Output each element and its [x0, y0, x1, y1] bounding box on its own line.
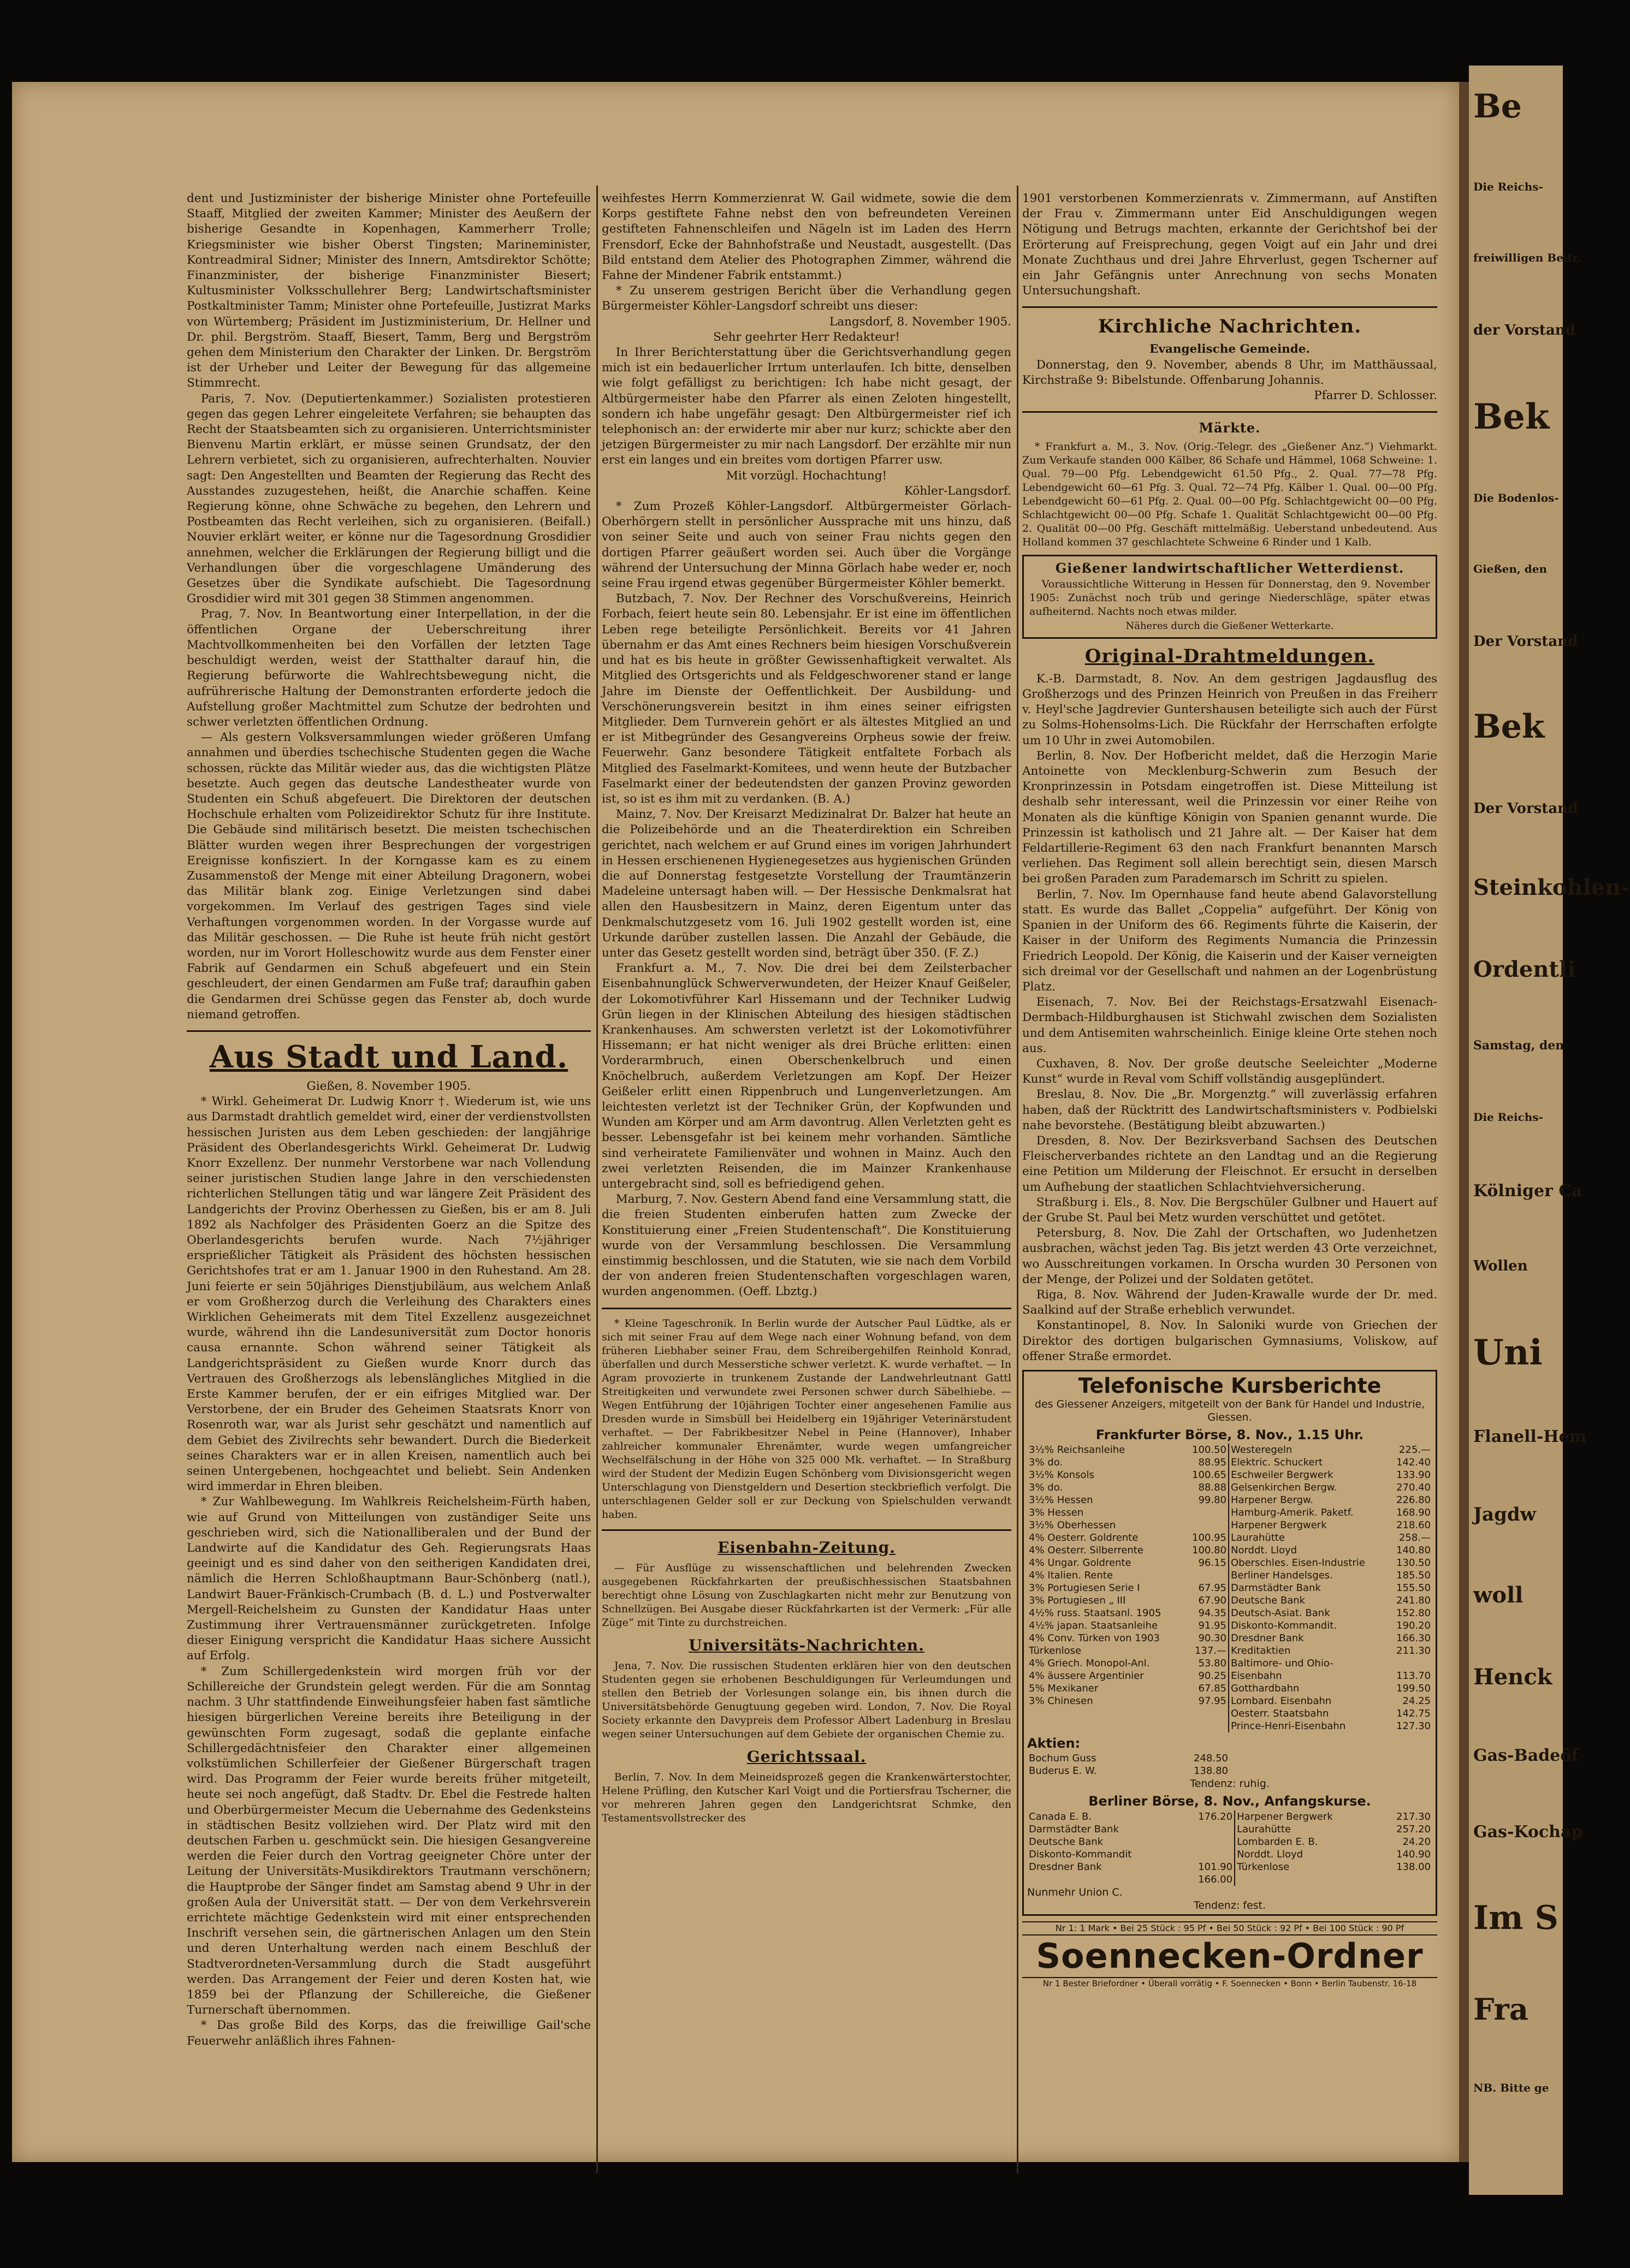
kurs-name: Laurahütte — [1229, 1531, 1389, 1544]
kurs-name: 3% do. — [1029, 1482, 1063, 1494]
kurs-value: 142.40 — [1396, 1457, 1431, 1469]
kurs-name: Canada E. B. — [1029, 1810, 1092, 1822]
kurs-name: 4½% japan. Staatsanleihe — [1029, 1620, 1158, 1632]
kurs-name: 3½% Oberhessen — [1029, 1519, 1116, 1531]
kurs-name: Deutsch-Asiat. Bank — [1229, 1607, 1389, 1619]
soennecken-advertisement — [1022, 1921, 1437, 1989]
article-paragraph: — Für Ausflüge zu wissenschaftlichen und belehrenden Zwecken ausgegebenen Rückfahrkarten der preußischhessischen Staatsbahnen berechtigt ohne Lösung von Zuschlagkarten nicht mehr zur Benutzung von Schnellzügen. Bei Ausgabe dieser Rückfahrkarten ist der Vermerk: „Für alle Züge“ mit Tinte zu durchstreichen. — [602, 1562, 1011, 1629]
kursberichte-box — [1022, 1370, 1437, 1916]
kurs-value: 133.90 — [1396, 1469, 1431, 1481]
article-paragraph: Marburg, 7. Nov. Gestern Abend fand eine Versammlung statt, die die freien Studenten einberufen hatten zum Zwecke der Konstituierung einer „Freien Studentenschaft“. Die Konstituierung wurde von der Versammlung beschlossen. Die Versammlung einstimmig beschlossen, und die Statuten, wie sie nach dem Vorbild der von anderen freien Studentenschaften vorgeschlagen waren, wurden angenommen. (Oeff. Lbztg.) — [602, 1192, 1011, 1299]
kurs-value: 113.70 — [1396, 1670, 1431, 1682]
kurs-value: 166.30 — [1396, 1632, 1431, 1644]
edge-fragment: Im S — [1473, 1899, 1558, 1937]
kurs-row — [1027, 1810, 1432, 1823]
kurs-name: 3½% Konsols — [1029, 1469, 1094, 1481]
signature: Näheres durch die Gießener Wetterkarte. — [1125, 620, 1334, 632]
kurs-row — [1027, 1644, 1432, 1657]
article-paragraph: Cuxhaven, 8. Nov. Der große deutsche Seeleichter „Moderne Kunst“ wurde in Reval vom Schiff vollständig ausgeplündert. — [1022, 1056, 1437, 1086]
article-paragraph: Mainz, 7. Nov. Der Kreisarzt Medizinalrat Dr. Balzer hat heute an die Polizeibehörde und an die Theaterdirektion ein Schreiben gerichtet, nach welchem er auf Grund eines im vorigen Jahrhundert in Hessen erschienenen Hygienegesetzes aus hygienischen Gründen die auf Donnerstag festgesetzte Vorstellung der Traumtänzerin Madeleine untersagt haben will. — Der Hessische Denkmalsrat hat allen den Hausbesitzern in Mainz, deren Eigentum unter das Denkmalschutzgesetz vom 16. Juli 1902 gestellt worden ist, eine Urkunde darüber zustellen lassen. Die Anzahl der Gebäude, die unter das Gesetz gestellt worden sind, beträgt über 350. (F. Z.) — [602, 808, 1011, 960]
kurs-row — [1027, 1707, 1432, 1720]
kurs-row — [1027, 1519, 1432, 1531]
edge-fragment: Bek — [1473, 708, 1545, 746]
kurs-row — [1027, 1657, 1432, 1670]
kurs-name — [1027, 1707, 1184, 1720]
original-drahtmeldungen-heading: Original-Drahtmeldungen. — [1084, 645, 1375, 667]
kurs-name: Deutsche Bank — [1229, 1594, 1389, 1607]
kurs-name: Gelsenkirchen Bergw. — [1229, 1481, 1389, 1494]
article-paragraph: Frankfurt a. M., 7. Nov. Die drei bei dem Zeilsterbacher Eisenbahnunglück Schwerverwundeten, der Heizer Knauf Geißeler, der Lokomotivführer Karl Hissemann und der Techniker Ludwig Grün liegen in der Klinischen Abteilung des hiesigen städtischen Krankenhauses. Am schwersten verletzt ist der Lokomotivführer Hissemann; er hat nicht weniger als drei Brüche erlitten: einen Vorderarmbruch, einen Oberschenkelbruch und einen Knöchelbruch, außerdem Verletzungen am Kopf. Der Heizer Geißeler erlitt einen Rippenbruch und Lungenverletzungen. Am leichtesten verletzt ist der Techniker Grün, der Kopfwunden und Wunden am Körper und am Arm davontrug. Allen Verletzten geht es besser. Lebensgefahr ist bei keinem mehr vorhanden. Sämtliche sind verheiratete Familienväter und wohnen in Mainz. Auch den zwei verletzten Reisenden, die im Mainzer Krankenhause untergebracht sind, soll es befriedigend gehen. — [602, 961, 1011, 1191]
kurs-name — [1027, 1720, 1184, 1732]
edge-fragment: Die Reichs- — [1473, 1111, 1543, 1124]
kurs-row — [1027, 1594, 1432, 1607]
kursberichte-subtitle: des Giessener Anzeigers, mitgeteilt von der Bank für Handel und Industrie, Giessen. — [1034, 1398, 1425, 1423]
kurs-name: 4% Oesterr. Goldrente — [1029, 1532, 1139, 1544]
kurs-name: Prince-Henri-Eisenbahn — [1229, 1720, 1389, 1732]
kurs-value: 88.88 — [1198, 1482, 1226, 1494]
kurs-value: 226.80 — [1396, 1494, 1431, 1506]
kurs-name: Harpener Bergwerk — [1235, 1810, 1378, 1823]
article-paragraph: Voraussichtliche Witterung in Hessen für Donnerstag, den 9. November 1905: Zunächst noch trüb und geringe Niederschläge, später etwas aufheiternd. Nachts noch etwas milder. — [1029, 578, 1430, 618]
kurs-value: 94.35 — [1198, 1607, 1226, 1619]
kurs-value — [1179, 1848, 1235, 1861]
article-paragraph: * Zum Schillergedenkstein wird morgen früh vor der Schillereiche der Grundstein gelegt werden. Für die am Sonntag nachm. 3 Uhr stattfindende Einweihungsfeier haben fast sämtliche hiesigen bürgerlichen Vereine bereits ihre Beteiligung in der gewünschten Form zugesagt, sodaß die geplante einfache Schillergedächtnisfeier den Charakter einer allgemeinen volkstümlichen Schillerfeier der Gießener Bürgerschaft tragen wird. Das Programm der Feier wurde bereits früher mitgeteilt, heute sei noch angefügt, daß Stadtv. Dr. Ebel die Festrede halten und Oberbürgermeister Mecum die Uebernahme des Gedenksteins in städtischen Besitz vollziehen wird. Der Platz wird mit den deutschen Farben u. geschmückt sein. Die hiesigen Gesangvereine werden die Feier durch den Vortrag geeigneter Chöre unter der Leitung der Universitäts-Musikdirektors Trautmann verschönern; die Hauptprobe der Sänger findet am Samstag abend 9 Uhr in der großen Aula der Universität statt. — Der von dem Verkehrsverein errichtete mächtige Gedenkstein wird mit einer entsprechenden Inschrift versehen sein, die gärtnerischen Anlagen um den Stein und deren Unterhaltung werden nach einem Beschluß der Stadtverordneten-Versammlung durch die Stadt ausgeführt werden. Das Arrangement der Feier und deren Kosten hat, wie 1859 bei der Pflanzung der Schillereiche, die Gießener Turnerschaft übernommen. — [187, 1664, 591, 2017]
edge-fragment: Jagdw — [1473, 1504, 1536, 1525]
kurs-name: Türkenlose — [1235, 1861, 1378, 1873]
kurs-name: Türkenlose — [1029, 1645, 1082, 1657]
kurs-value: 248.50 — [1194, 1753, 1228, 1765]
edge-fragment: freiwilligen Beitr. — [1473, 251, 1581, 264]
article-paragraph: Dresden, 8. Nov. Der Bezirksverband Sachsen des Deutschen Fleischerverbandes richtete an den Landtag und an die Regierung eine Petition um Milderung der Fleischnot. Er ersucht in derselben um Aufhebung der staatlichen Schlachtviehversicherung. — [1022, 1133, 1437, 1194]
kurs-name — [1235, 1873, 1378, 1886]
article-paragraph: Konstantinopel, 8. Nov. In Saloniki wurde von Griechen der Direktor des dortigen bulgarischen Gymnasiums, Voliskow, auf offener Straße ermordet. — [1022, 1319, 1437, 1363]
edge-fragment: der Vorstand — [1473, 322, 1575, 339]
kurs-name: 4% Conv. Türken von 1903 — [1029, 1632, 1160, 1644]
kurs-row — [1027, 1720, 1432, 1732]
edge-fragment: Flanell-Hem — [1473, 1427, 1587, 1446]
article-paragraph: Prag, 7. Nov. In Beantwortung einer Interpellation, in der die öffentlichen Organe der Ueberschreitung ihrer Machtvollkommenheiten bei den Vorfällen der letzten Tage beschuldigt werden, weist der Statthalter darauf hin, die Regierung befürworte die Wahlrechtsbewegung nicht, die aufrührerische Haltung der Demonstranten erforderte jedoch die Aufstellung großer Machtmittel zum Schutze der bedrohten und schwer verletzten öffentlichen Ordnung. — [187, 607, 591, 729]
kurs-value — [1184, 1569, 1229, 1582]
column-2 — [602, 191, 1011, 2168]
kurs-value: 142.75 — [1396, 1708, 1431, 1720]
kurs-name: Lombard. Eisenbahn — [1229, 1695, 1389, 1707]
article-paragraph: Donnerstag, den 9. November, abends 8 Uhr, im Matthäussaal, Kirchstraße 9: Bibelstunde. Offenbarung Johannis. — [1022, 358, 1437, 387]
kurs-name: 4½% russ. Staatsanl. 1905 — [1029, 1607, 1161, 1619]
ad-price-strip: Nr 1: 1 Mark • Bei 25 Stück : 95 Pf • Bei 50 Stück : 92 Pf • Bei 100 Stück : 90 Pf — [1022, 1921, 1437, 1935]
article-paragraph: * Zum Prozeß Köhler-Langsdorf. Altbürgermeister Görlach-Oberhörgern stellt in persönlicher Aussprache mit uns hinzu, daß von seiner Seite und auch von seiner Frau nichts gegen den dortigen Pfarrer geäußert worden sei. Auch über die Vorgänge während der Untersuchung der Minna Görlach habe weder er, noch seine Frau irgend etwas gegenüber Bürgermeister Köhler bemerkt. — [602, 500, 1011, 591]
article-paragraph: Straßburg i. Els., 8. Nov. Die Bergschüler Gulbner und Hauert auf der Grube St. Paul bei Metz wurden verschüttet und getötet. — [1022, 1195, 1437, 1225]
edge-fragment: Ordentli — [1473, 957, 1576, 982]
adjacent-page-edge — [1469, 66, 1630, 2195]
divider — [1022, 411, 1437, 413]
kurs-value: 67.85 — [1198, 1683, 1226, 1695]
article-paragraph: * Das große Bild des Korps, das die freiwillige Gail'sche Feuerwehr anläßlich ihres Fahnen- — [187, 2018, 591, 2048]
edge-fragment: Gas-Kochap — [1473, 1822, 1583, 1842]
tendenz: Tendenz: fest. — [1193, 1899, 1266, 1911]
kurs-name: 3% Portugiesen „ III — [1029, 1595, 1126, 1607]
aktien-heading: Aktien: — [1027, 1736, 1081, 1752]
kurs-value: 90.25 — [1198, 1670, 1226, 1682]
kurs-value: 96.15 — [1198, 1557, 1226, 1569]
kurs-value: 130.50 — [1396, 1557, 1431, 1569]
kurs-name: Darmstädter Bank — [1029, 1823, 1119, 1835]
kurs-value: 168.90 — [1396, 1507, 1431, 1519]
article-paragraph: Berlin, 8. Nov. Der Hofbericht meldet, daß die Herzogin Marie Antoinette von Mecklenburg-Schwerin zum Besuch der Kronprinzessin in Potsdam eingetroffen ist. Diese Mitteilung ist deshalb sehr interessant, weil die Prinzessin vor einer Reihe von Monaten als die künftige Königin von Spanien genannt wurde. Die Prinzessin ist katholisch und 21 Jahre alt. — Der Kaiser hat dem Feldartillerie-Regiment 63 den nach Frankfurt benannten Marsch verliehen. Das Regiment soll allein berechtigt sein, diesen Marsch bei großen Paraden zum Parademarsch im Schritt zu spielen. — [1022, 749, 1437, 886]
kurs-value — [1184, 1506, 1229, 1519]
berlin-kurs-table — [1027, 1810, 1432, 1886]
kurs-value: 53.80 — [1198, 1658, 1226, 1670]
kurs-name: 5% Mexikaner — [1029, 1683, 1099, 1695]
berliner-boerse-heading: Berliner Börse, 8. Nov., Anfangskurse. — [1088, 1794, 1371, 1809]
eisenbahn-heading: Eisenbahn-Zeitung. — [718, 1538, 896, 1557]
kurs-value: 225.— — [1398, 1444, 1431, 1456]
edge-fragment: Die Bodenlos- — [1473, 491, 1559, 504]
kurs-value: 258.— — [1398, 1532, 1431, 1544]
article-paragraph: * Frankfurt a. M., 3. Nov. (Orig.-Telegr. des „Gießener Anz.“) Viehmarkt. Zum Verkaufe standen 000 Kälber, 86 Schafe und Hämmel, 1068 Schweine: 1. Qual. 79—00 Pfg. Lebendgewicht 61.50 Pfg., 2. Qual. 77—78 Pfg. Lebendgewicht 60—61 Pfg. 3. Qual. 72—74 Pfg. Kälber 1. Qual. 00—00 Pfg. Lebendgewicht 60—61 Pfg. 2. Qual. 00—00 Pfg. Schlachtgewicht 00—00 Pfg. Schlachtgewicht 00—00 Pfg. Schafe 1. Qualität Schlachtgewicht 00—00 Pfg. 2. Qualität 00—00 Pfg. Geschäft mittelmäßig. Ueberstand unbedeutend. Aus Holland kommen 37 geschlachtete Schweine 6 Rinder und 1 Kalb. — [1022, 441, 1437, 549]
kurs-name: Gotthardbahn — [1229, 1682, 1389, 1695]
edge-fragment: Wollen — [1473, 1258, 1528, 1274]
maerkte-heading: Märkte. — [1199, 420, 1261, 436]
kurs-row — [1027, 1752, 1230, 1765]
ad-brand: Soennecken-Ordner — [1036, 1935, 1424, 1976]
ad-footer: Nr 1 Bester Briefordner • Überall vorrätig • F. Soennecken • Bonn • Berlin Taubenstr. 16-18 — [1022, 1977, 1437, 1989]
column-divider — [1017, 186, 1018, 2173]
section-heading-aus-stadt-und-land: Aus Stadt und Land. — [209, 1038, 568, 1075]
kurs-value: 190.20 — [1396, 1620, 1431, 1632]
kurs-name: Dresdner Bank — [1029, 1861, 1102, 1873]
edge-fragment: Be — [1473, 87, 1522, 126]
kurs-value: 24.20 — [1402, 1836, 1431, 1848]
edge-fragment: Fra — [1473, 1992, 1528, 2027]
kurs-value: 140.80 — [1396, 1545, 1431, 1557]
kurs-row — [1027, 1607, 1432, 1619]
kurs-value: 185.50 — [1396, 1570, 1431, 1582]
kursberichte-title: Telefonische Kursberichte — [1078, 1373, 1382, 1398]
kurs-name — [1027, 1873, 1179, 1886]
edge-fragment: Gießen, den — [1473, 562, 1548, 575]
letter-closing: Mit vorzügl. Hochachtung! — [726, 468, 887, 483]
edge-fragment: NB. Bitte ge — [1473, 2081, 1549, 2094]
berlin-extra: Nunmehr Union C. — [1027, 1886, 1123, 1898]
article-paragraph: weihfestes Herrn Kommerzienrat W. Gail widmete, sowie die dem Korps gestiftete Fahne nebst den von befreundeten Vereinen gestifteten Fahnenschleifen und Nägeln ist im Laden des Herrn Frensdorf, Ecke der Bahnhofstraße und Neustadt, ausgestellt. (Das Bild entstand dem Atelier des Photographen Zimmer, während die Fahne der Mindener Fabrik entstammt.) — [602, 192, 1011, 283]
kurs-name: Oesterr. Staatsbahn — [1229, 1707, 1389, 1720]
kurs-row — [1027, 1619, 1432, 1632]
kurs-name: Harpener Bergw. — [1229, 1494, 1389, 1506]
kurs-name: 4% Griech. Monopol-Anl. — [1029, 1658, 1150, 1670]
edge-fragment: woll — [1473, 1582, 1524, 1608]
kurs-value: 218.60 — [1396, 1519, 1431, 1531]
column-3 — [1022, 191, 1437, 2168]
kurs-row — [1027, 1444, 1432, 1456]
kurs-value: 140.90 — [1396, 1848, 1431, 1860]
letter-signature: Köhler-Langsdorf. — [904, 484, 1011, 498]
kurs-row — [1027, 1695, 1432, 1707]
kurs-row — [1027, 1506, 1432, 1519]
kurs-name: 3% do. — [1029, 1457, 1063, 1469]
article-paragraph: Jena, 7. Nov. Die russischen Studenten erklären hier von den deutschen Studenten gegen sie erhobenen Beschuldigungen für Verleumdungen und stellen den Betrieb der Vorlesungen solange ein, bis ihnen durch die Universitätsbehörde Genugtuung gegeben wird. London, 7. Nov. Die Royal Society erkannte den Davypreis dem Professor Albert Ladenburg in Breslau wegen seiner Untersuchungen auf dem Gebiete der organischen Chemie zu. — [602, 1659, 1011, 1740]
frankfurter-boerse-heading: Frankfurter Börse, 8. Nov., 1.15 Uhr. — [1095, 1427, 1364, 1442]
edge-fragment: Die Reichs- — [1473, 180, 1543, 193]
kurs-row — [1027, 1469, 1432, 1481]
aktien-table — [1027, 1752, 1230, 1777]
kurs-name: Elektric. Schuckert — [1229, 1456, 1389, 1469]
kurs-value: 257.20 — [1396, 1823, 1431, 1835]
edge-fragment: Uni — [1473, 1332, 1543, 1373]
edge-fragment: Steinkohlen- — [1473, 875, 1630, 900]
kurs-value — [1378, 1873, 1432, 1886]
kurs-name: 4% Italien. Rente — [1029, 1570, 1113, 1582]
kurs-value — [1184, 1707, 1229, 1720]
kurs-value: 99.80 — [1198, 1494, 1226, 1506]
article-paragraph: * Kleine Tageschronik. In Berlin wurde der Autscher Paul Lüdtke, als er sich mit seiner Frau auf dem Wege nach einer Wohnung befand, von dem früheren Liebhaber seiner Frau, dem Schreibergehilfen Reinhold Konrad, überfallen und durch Messerstiche schwer verletzt. K. wurde verhaftet. — In Agram provozierte in trunkenem Zustande der Landwehrleutnant Gattl Streitigkeiten und verwundete zwei Personen schwer durch Säbelhiebe. — Wegen Entführung der 10jährigen Tochter einer angesehenen Familie aus Dresden wurde in Simsbüll bei Heidelberg ein 19jähriger Veterinärstudent verhaftet. — Der Fabrikbesitzer Nebel in Peine (Hannover), Inhaber zahlreicher kommunaler Ehrenämter, wurde wegen umfangreicher Wechselfälschung in der Höhe von 325 000 Mk. verhaftet. — In Straßburg wird der Student der Medizin Eugen Schönberg vom Divisionsgericht wegen Unterschlagung von Dienstgeldern und Desertion steckbrieflich verfolgt. Die unterschlagenen Gelder soll er zur Deckung von Spielschulden verwandt haben. — [602, 1317, 1011, 1521]
article-paragraph: Paris, 7. Nov. (Deputiertenkammer.) Sozialisten protestieren gegen das gegen Lehrer eingeleitete Verfahren; sie behaupten das Recht der Staatsbeamten sich zu organisieren. Unterrichtsminister Bienvenu Martin erklärt, er müsse seinen Grundsatz, der den Lehrern verbietet, sich zu organisieren, aufrechterhalten. Nouvier sagt: Den Angestellten und Beamten der Regierung das Recht des Ausstandes zuzugestehen, heißt, die Anarchie schaffen. Keine Regierung könne, ohne Schwäche zu begehen, den Lehrern und Postbeamten das Recht verleihen, sich zu organisieren. (Beifall.) Nouvier erklärt weiter, er könne nur die Tagesordnung Grosdidier annehmen, welcher die Erklärungen der Regierung billigt und die Verhandlungen über die vorgeschlagene Umänderung des Gesetzes über die Syndikate aufschiebt. Die Tagesordnung Grosdidier wird mit 301 gegen 38 Stimmen angenommen. — [187, 391, 591, 606]
kurs-name: 3½% Hessen — [1029, 1494, 1093, 1506]
kurs-value: 100.65 — [1192, 1469, 1226, 1481]
kurs-value: 67.90 — [1198, 1595, 1226, 1607]
kurs-name: Dresdner Bank — [1229, 1632, 1389, 1644]
column-divider — [596, 186, 598, 2173]
kirchliche-heading: Kirchliche Nachrichten. — [1098, 316, 1362, 338]
kurs-value: 91.95 — [1198, 1620, 1226, 1632]
signature: Pfarrer D. Schlosser. — [1314, 389, 1437, 403]
tendenz: Tendenz: ruhig. — [1190, 1778, 1270, 1790]
edge-fragment: Kölniger Ca — [1473, 1182, 1582, 1201]
kurs-name: Eschweiler Bergwerk — [1229, 1469, 1389, 1481]
kurs-value: 241.80 — [1396, 1595, 1431, 1607]
kurs-value: 137.— — [1194, 1645, 1226, 1657]
universitaets-heading: Universitäts-Nachrichten. — [689, 1636, 924, 1654]
kurs-row — [1027, 1557, 1432, 1569]
kurs-name: Kreditaktien — [1229, 1644, 1389, 1657]
kurs-name: Norddt. Lloyd — [1229, 1544, 1389, 1557]
article-paragraph: Berlin, 7. Nov. In dem Meineidsprozeß gegen die Krankenwärterstochter, Helene Prüfling, den Kutscher Karl Voigt und die Portiersfrau Tscherner, die vor mehreren Jahren gegen den Landgerichtsrat Schmke, den Testamentsvollstrecker des — [602, 1771, 1011, 1824]
kurs-value: 127.30 — [1396, 1720, 1431, 1732]
kurs-value: 97.95 — [1198, 1695, 1226, 1707]
kurs-value — [1179, 1823, 1235, 1836]
frankfurt-kurs-table — [1027, 1444, 1432, 1732]
kurs-name: 3% Portugiesen Serie I — [1029, 1582, 1140, 1594]
edge-fragment: Der Vorstand — [1473, 800, 1578, 817]
kurs-name: 4% Ungar. Goldrente — [1029, 1557, 1131, 1569]
article-paragraph: — Als gestern Volksversammlungen wieder größeren Umfang annahmen und überdies tschechische Studenten gegen die Wache schossen, rückte das Militär wieder aus, das die wichtigsten Plätze besetzte. Auch gegen das deutsche Landestheater wurde von Studenten ein Schuß abgefeuert. Die Direktoren der deutschen Hochschule erhalten vom Polizeidirektor Schutz für ihre Institute. Die Gebäude sind militärisch besetzt. Die meisten tschechischen Blätter wurden wegen ihrer Besprechungen der vorgestrigen Ereignisse konfisziert. In der Korngasse kam es zu einem Zusammenstoß der Menge mit einer Abteilung Dragonern, wobei das Militär blank zog. Einige Verletzungen sind dabei vorgekommen. Im Verlauf des gestrigen Tages sind viele Verhaftungen vorgenommen worden. In der Vorgasse wurde auf das Militär geschossen. — Die Ruhe ist heute früh nicht gestört worden, nur im Vorort Holleschowitz wurde aus dem Fenster einer Fabrik auf Gendarmen ein Schuß abgefeuert und ein Stein geschleudert, der einen Gendarmen am Fuße traf; daraufhin gaben die Gendarmen drei Schüsse gegen das Fenster ab, doch wurde niemand getroffen. — [187, 731, 591, 1022]
kurs-name: Baltimore- und Ohio- — [1229, 1657, 1389, 1670]
kurs-value: 138.00 — [1396, 1861, 1431, 1873]
kurs-name: 3% Chinesen — [1029, 1695, 1093, 1707]
edge-fragment: Der Vorstand — [1473, 633, 1578, 650]
kurs-value: 166.00 — [1198, 1873, 1233, 1885]
kurs-value — [1389, 1657, 1432, 1670]
kurs-value — [1179, 1836, 1235, 1848]
kurs-row — [1027, 1544, 1432, 1557]
kurs-row — [1027, 1823, 1432, 1836]
kurs-row — [1027, 1531, 1432, 1544]
article-paragraph: Butzbach, 7. Nov. Der Rechner des Vorschußvereins, Heinrich Forbach, feiert heute sein 80. Lebensjahr. Er ist eine im öffentlichen Leben rege beteiligte Persönlichkeit. Bereits vor 41 Jahren übernahm er das Amt eines Rechners beim hiesigen Vorschußverein und hat es bis heute in größter Gewissenhaftigkeit verwaltet. Als Mitglied des Ortsgerichts und als Feldgeschworener stand er lange Jahre im Dienste der Oeffentlichkeit. Der Ausbildung- und Verschönerungsverein besitzt in ihm eines seiner eifrigsten Mitglieder. Dem Turnverein gehört er als ältestes Mitglied an und er ist Mitbegründer des Gesangvereins Orpheus sowie der freiw. Feuerwehr. Ganz besondere Tätigkeit entfaltete Forbach als Mitglied des Faselmarkt-Komitees, und wenn heute der Butzbacher Faselmarkt einer der bedeutendsten der ganzen Provinz geworden ist, so ist es ihm mit zu verdanken. (B. A.) — [602, 592, 1011, 806]
kurs-name: Westeregeln — [1229, 1444, 1389, 1456]
kurs-row — [1027, 1632, 1432, 1644]
kurs-row — [1027, 1481, 1432, 1494]
kurs-value: 211.30 — [1396, 1645, 1431, 1657]
kurs-name: 3½% Reichsanleihe — [1029, 1444, 1125, 1456]
kurs-row — [1027, 1848, 1432, 1861]
article-paragraph: K.-B. Darmstadt, 8. Nov. An dem gestrigen Jagdausflug des Großherzogs und des Prinzen Heinrich von Preußen in das Freiherr v. Heyl'sche Jagdrevier Guntershausen beteiligte sich auch der Fürst zu Solms-Hohensolms-Lich. Die Rückfahr der Herrschaften erfolgte um 10 Uhr in zwei Automobilen. — [1022, 672, 1437, 747]
kurs-name: Bochum Guss — [1029, 1753, 1096, 1765]
kurs-name: 3% Hessen — [1029, 1507, 1084, 1519]
page-binding-shadow — [1459, 82, 1469, 2162]
kurs-value — [1184, 1519, 1229, 1531]
kurs-row — [1027, 1873, 1432, 1886]
kurs-value: 90.30 — [1198, 1632, 1226, 1644]
kurs-value — [1184, 1720, 1229, 1732]
divider — [187, 1030, 591, 1032]
kurs-name: Diskonto-Kommandit. — [1229, 1619, 1389, 1632]
kurs-row — [1027, 1836, 1432, 1848]
kurs-name: Laurahütte — [1235, 1823, 1378, 1836]
article-paragraph: In Ihrer Berichterstattung über die Gerichtsverhandlung gegen mich ist ein bedauerlicher Irrtum unterlaufen. Ich bitte, denselben wie folgt gefälligst zu berichtigen: Ich habe nicht gesagt, der Altbürgermeister habe den Pfarrer als einen Zeloten hingestellt, sondern ich habe ungefähr gesagt: Den Altbürgermeister rief ich telephonisch an: der erwiderte mir aber nur kurz; schickte aber den jetzigen Bürgermeister zu mir nach Langsdorf. Der erzählte mir nun erst ein langes und ein breites vom dortigen Pfarrer usw. — [602, 346, 1011, 467]
kurs-row — [1027, 1494, 1432, 1506]
column-1 — [187, 191, 591, 2168]
kurs-value: 138.80 — [1194, 1765, 1228, 1777]
divider — [602, 1529, 1011, 1531]
kurs-name: Eisenbahn — [1229, 1670, 1389, 1682]
kurs-row — [1027, 1682, 1432, 1695]
kurs-name: 4% äussere Argentinier — [1029, 1670, 1144, 1682]
kurs-row — [1027, 1861, 1432, 1873]
edge-fragment: Gas-Badeöf — [1473, 1746, 1579, 1765]
letter-date: Langsdorf, 8. November 1905. — [829, 314, 1011, 329]
edge-fragment: Henck — [1473, 1664, 1552, 1690]
kurs-name: Hamburg-Amerik. Paketf. — [1229, 1506, 1389, 1519]
kurs-name: Oberschles. Eisen-Industrie — [1229, 1557, 1389, 1569]
kurs-value: 155.50 — [1396, 1582, 1431, 1594]
article-paragraph: 1901 verstorbenen Kommerzienrats v. Zimmermann, auf Anstiften der Frau v. Zimmermann unter Eid Anschuldigungen wegen Nötigung und Betrugs machten, erkannte der Gerichtshof bei der Erörterung auf Freisprechung, gegen Voigt auf ein Jahr und drei Monate Zuchthaus und drei Jahre Ehrverlust, gegen Tscherner auf ein Jahr Gefängnis unter Anrechnung von sechs Monaten Untersuchungshaft. — [1022, 192, 1437, 298]
article-paragraph: dent und Justizminister der bisherige Minister ohne Portefeuille Staaff, Mitglied der zweiten Kammer; Minister des Aeußern der bisherige Gesandte in Kopenhagen, Kammerherr Trolle; Kriegsminister wie bisher Oberst Tingsten; Marineminister, Kontreadmiral Sidner; Minister des Innern, Amtsdirektor Schötte; Finanzminister, der bisherige Finanzminister Biesert; Kultusminister Volksschullehrer Berg; Landwirtschaftsminister Postkaltminister Tamm; Minister ohne Portefeuille, Justizrat Marks von Würtemberg; Präsident im Justizministerium, Dr. Hellner und Dr. phil. Bergström. Staaff, Biesert, Tamm, Berg und Bergström gehen dem Ministerium den Charakter der Linken. Dr. Bergström ist der Urheber und Leiter der Bewegung für das allgemeine Stimmrecht. — [187, 192, 591, 390]
divider — [1022, 306, 1437, 308]
edge-fragment: Samstag, den — [1473, 1038, 1564, 1053]
kurs-value: 100.80 — [1192, 1545, 1226, 1557]
kurs-value: 217.30 — [1396, 1810, 1431, 1822]
subheading: Evangelische Gemeinde. — [1149, 342, 1310, 357]
article-paragraph: Breslau, 8. Nov. Die „Br. Morgenztg.“ will zuverlässig erfahren haben, daß der Rücktritt des Landwirtschaftsministers v. Podbielski nahe bevorstehe. (Bestätigung bleibt abzuwarten.) — [1022, 1088, 1437, 1132]
article-paragraph: Riga, 8. Nov. Während der Juden-Krawalle wurde der Dr. med. Saalkind auf der Straße erheblich verwundet. — [1022, 1287, 1437, 1317]
kurs-row — [1027, 1765, 1230, 1777]
kurs-value: 199.50 — [1396, 1683, 1431, 1695]
kurs-name: Deutsche Bank — [1029, 1836, 1104, 1848]
kurs-row — [1027, 1569, 1432, 1582]
kurs-value: 67.95 — [1198, 1582, 1226, 1594]
wetter-heading: Gießener landwirtschaftlicher Wetterdienst. — [1055, 560, 1404, 577]
kurs-name: Diskonto-Kommandit — [1029, 1848, 1132, 1860]
divider — [602, 1308, 1011, 1309]
kurs-value: 100.95 — [1192, 1532, 1226, 1544]
newspaper-page — [12, 82, 1459, 2162]
article-paragraph: Eisenach, 7. Nov. Bei der Reichstags-Ersatzwahl Eisenach-Dermbach-Hildburghausen ist Stichwahl zwischen dem Sozialisten und dem Antisemiten wahrscheinlich. Einige kleine Orte stehen noch aus. — [1022, 995, 1437, 1055]
kurs-value: 176.20 — [1198, 1810, 1233, 1822]
kurs-value: 152.80 — [1396, 1607, 1431, 1619]
kurs-name: Buderus E. W. — [1029, 1765, 1097, 1777]
article-paragraph: * Zur Wahlbewegung. Im Wahlkreis Reichelsheim-Fürth haben, wie auf Grund von Mitteilungen von zuständiger Seite uns geschrieben wird, sich die Nationalliberalen und der Bund der Landwirte auf die Kandidatur des Geh. Regierungsrats Haas geeinigt und es sind daher von den seitherigen Kandidaten drei, nämlich die Herren Schloßhauptmann Baur-Schönberg (natl.), Landwirt Bauer-Fränkisch-Crumbach (B. d. L.) und Postverwalter Mergell-Reichelsheim zu Gunsten der Kandidatur Haas unter Zustimmung ihrer Vertrauensmänner zurückgetreten. Infolge dieser Einigung verspricht die Kandidatur Haas sichere Aussicht auf Erfolg. — [187, 1495, 591, 1663]
letter-salutation: Sehr geehrter Herr Redakteur! — [713, 330, 900, 344]
kurs-name: Berliner Handelsges. — [1229, 1569, 1389, 1582]
kurs-name: Harpener Bergwerk — [1229, 1519, 1389, 1531]
edge-fragment: Bek — [1473, 396, 1550, 437]
article-paragraph: Petersburg, 8. Nov. Die Zahl der Ortschaften, wo Judenhetzen ausbrachen, wächst jeden Tag. Bis jetzt werden 43 Orte verzeichnet, wo Ausschreitungen vorkamen. In Orscha wurden 30 Personen von der Menge, der Polizei und der Soldaten getötet. — [1022, 1226, 1437, 1286]
kurs-row — [1027, 1670, 1432, 1682]
article-paragraph: Berlin, 7. Nov. Im Opernhause fand heute abend Galavorstellung statt. Es wurde das Ballet „Coppelia“ aufgeführt. Der König von Spanien in der Uniform des 66. Regiments führte die Kaiserin, der Kaiser in der Uniform des Regiments Numancia die Prinzessin Friedrich Leopold. Der König, die Kaiserin und der Kaiser verneigten sich dreimal vor der Gesellschaft und nahmen an der Logenbrüstung Platz. — [1022, 887, 1437, 994]
dateline: Gießen, 8. November 1905. — [306, 1079, 471, 1093]
article-paragraph: * Wirkl. Geheimerat Dr. Ludwig Knorr †. Wiederum ist, wie uns aus Darmstadt drahtlich gemeldet wird, einer der verdienstvollsten hessischen Juristen aus dem Leben geschieden: der langjährige Präsident des Oberlandesgerichts Wirkl. Geheimerat Dr. Ludwig Knorr Exzellenz. Der nunmehr Verstorbene war nach Vollendung seiner juristischen Studien lange Jahre in den verschiedensten richterlichen Stellungen tätig und war längere Zeit Präsident des Landgerichts der Provinz Oberhessen zu Gießen, bis er am 8. Juli 1892 als Nachfolger des Präsidenten Goerz an die Spitze des Oberlandesgerichts berufen wurde. Nach 7½jähriger ersprießlicher Tätigkeit als Präsident des höchsten hessischen Gerichtshofes trat er am 1. Januar 1900 in den Ruhestand. Am 28. Juni feierte er sein 50jähriges Dienstjubiläum, aus welchem Anlaß er vom Großherzog durch die Verleihung des Charakters eines Wirklichen Geheimerats mit dem Titel Exzellenz ausgezeichnet wurde, während ihn die Landesuniversität zum Doctor honoris causa ernannte. Schon während seiner Tätigkeit als Landgerichtspräsident zu Gießen wurde Knorr durch das Vertrauen des Großherzogs als lebenslängliches Mitglied in die Erste Kammer berufen, der er ein eifriges Mitglied war. Der Verstorbene, der ein Bruder des Geheimen Staatsrats Knorr von Rosenroth war, war als Jurist sehr geschätzt und namentlich auf dem Gebiet des Zivilrechts sehr bewandert. Durch die Biederkeit seines Charakters war er in allen Kreisen, namentlich auch bei seinen Untergebenen, hochgeachtet und beliebt. Sein Andenken wird immerdar in Ehren bleiben. — [187, 1095, 591, 1494]
kurs-value: 24.25 — [1402, 1695, 1431, 1707]
kurs-value: 270.40 — [1396, 1482, 1431, 1494]
gerichtssaal-heading: Gerichtssaal. — [746, 1747, 867, 1766]
wetter-box — [1022, 555, 1437, 638]
kurs-value: 101.90 — [1198, 1861, 1233, 1873]
kurs-name: Lombarden E. B. — [1235, 1836, 1378, 1848]
kurs-name: Norddt. Lloyd — [1235, 1848, 1378, 1861]
kurs-name: Darmstädter Bank — [1229, 1582, 1389, 1594]
kurs-row — [1027, 1582, 1432, 1594]
article-paragraph: * Zu unserem gestrigen Bericht über die Verhandlung gegen Bürgermeister Köhler-Langsdorf schreibt uns dieser: — [602, 284, 1011, 313]
kurs-name: 4% Oesterr. Silberrente — [1029, 1545, 1143, 1557]
kurs-value: 88.95 — [1198, 1457, 1226, 1469]
kurs-row — [1027, 1456, 1432, 1469]
kurs-value: 100.50 — [1192, 1444, 1226, 1456]
